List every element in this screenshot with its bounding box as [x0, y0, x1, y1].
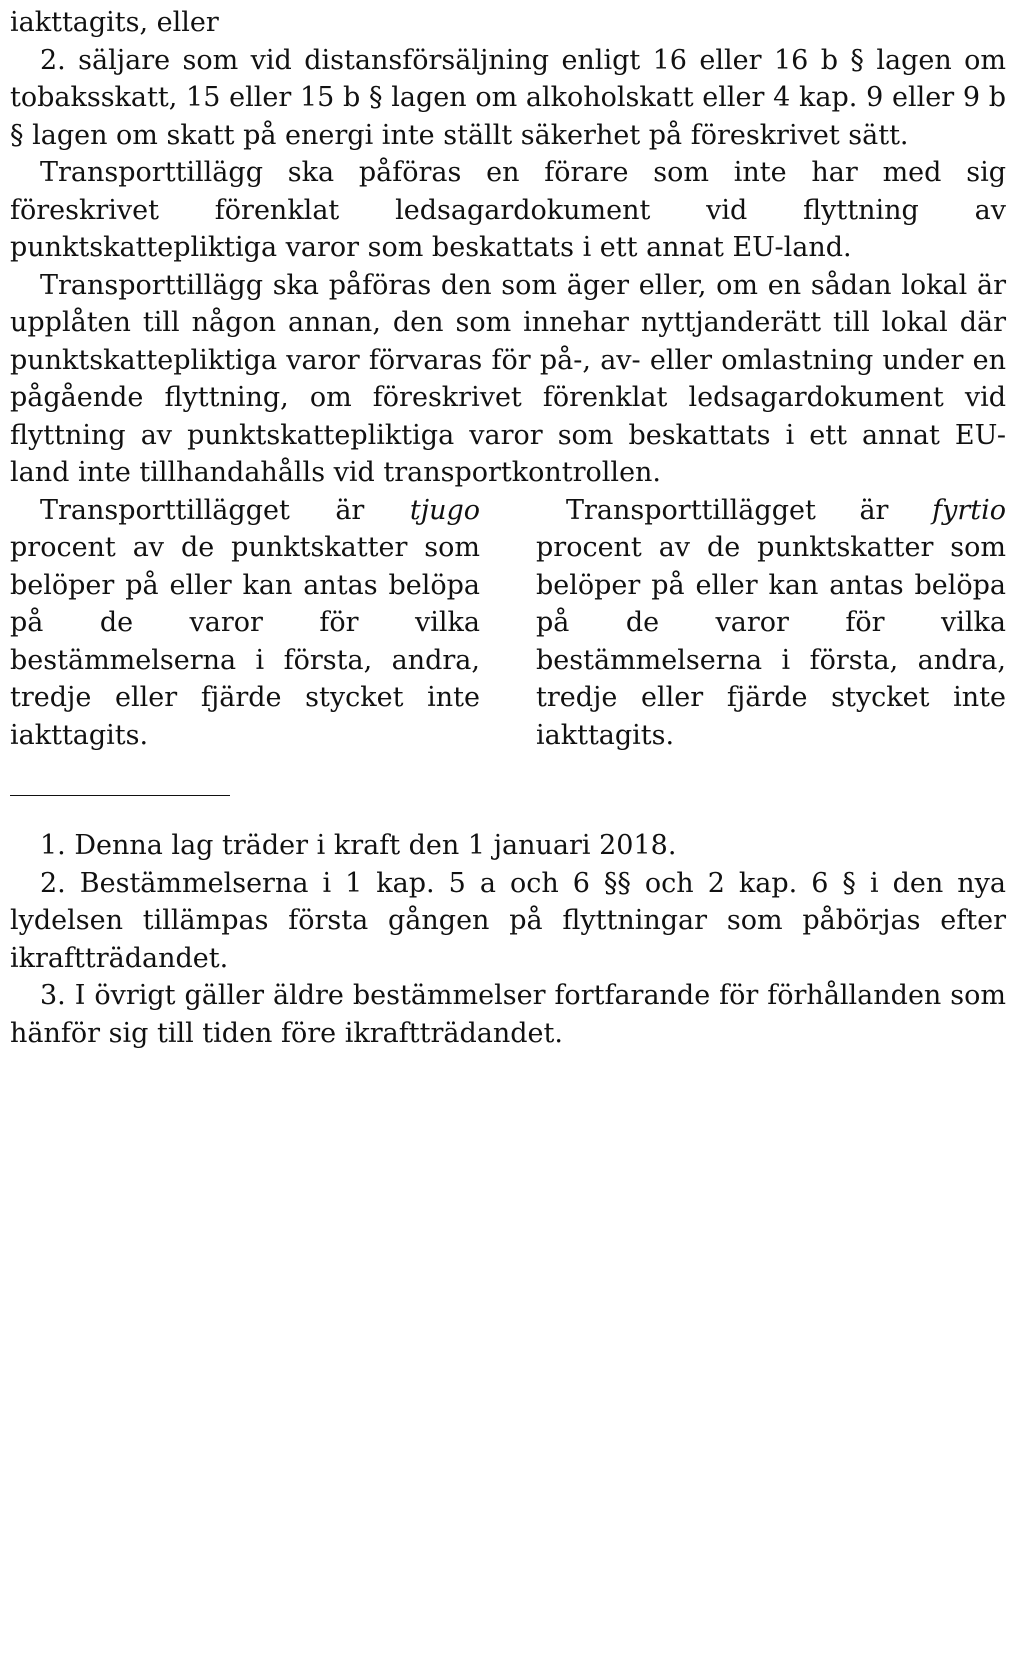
document-page: [10, 4, 1006, 1052]
paragraph-driver: Transporttillägg ska påföras en förare som inte har med sig föreskrivet förenklat ledsagardokument vid flyttning av punktskattepliktiga varor som beskattats i ett annat EU-land.: [10, 157, 1006, 263]
comparison-columns: [10, 492, 1006, 755]
transitional-item-1: 1. Denna lag träder i kraft den 1 januari 2018.: [40, 830, 677, 861]
transitional-item-3: 3. I övrigt gäller äldre bestämmelser fortfarande för förhållanden som hänför sig till tiden före ikraftträdandet.: [10, 980, 1006, 1049]
right-column-emphasis: fyrtio: [932, 494, 1006, 526]
continuation-line: iakttagits, eller: [10, 7, 219, 38]
right-column-text: [536, 492, 1006, 755]
left-column-after: procent av de punktskatter som belöper på eller kan antas belöpa på de varor för vilka bestämmelserna i första, andra, tredje eller fjärde stycket inte iakttagits.: [10, 532, 480, 751]
left-column-before: Transporttillägget är: [40, 494, 410, 526]
left-column-text: [10, 492, 480, 755]
paragraph-owner: Transporttillägg ska påföras den som äger eller, om en sådan lokal är upplåten till någon annan, den som innehar nyttjanderätt till lokal där punktskattepliktiga varor förvaras för på-, av- eller omlastning under en pågående flyttning, om föreskrivet förenklat ledsagardokument vid flyttning av punktskattepliktiga varor som beskattats i ett annat EU-land inte tillhandahålls vid transportkontrollen.: [10, 269, 1006, 488]
transitional-item-2: 2. Bestämmelserna i 1 kap. 5 a och 6 §§ och 2 kap. 6 § i den nya lydelsen tillämpas första gången på flyttningar som påbörjas efter ikraftträdandet.: [10, 867, 1006, 974]
right-column-after: procent av de punktskatter som belöper på eller kan antas belöpa på de varor för vilka bestämmelserna i första, andra, tredje eller fjärde stycket inte iakttagits.: [536, 532, 1006, 751]
right-column-before: Transporttillägget är: [566, 494, 933, 526]
list-item-2: 2. säljare som vid distansförsäljning enligt 16 eller 16 b § lagen om tobaksskatt, 15 eller 15 b § lagen om alkoholskatt eller 4 kap. 9 eller 9 b § lagen om skatt på energi inte ställt säkerhet på föreskrivet sätt.: [10, 44, 1006, 151]
footnote-divider: [10, 795, 230, 796]
left-column-emphasis: tjugo: [409, 494, 480, 526]
